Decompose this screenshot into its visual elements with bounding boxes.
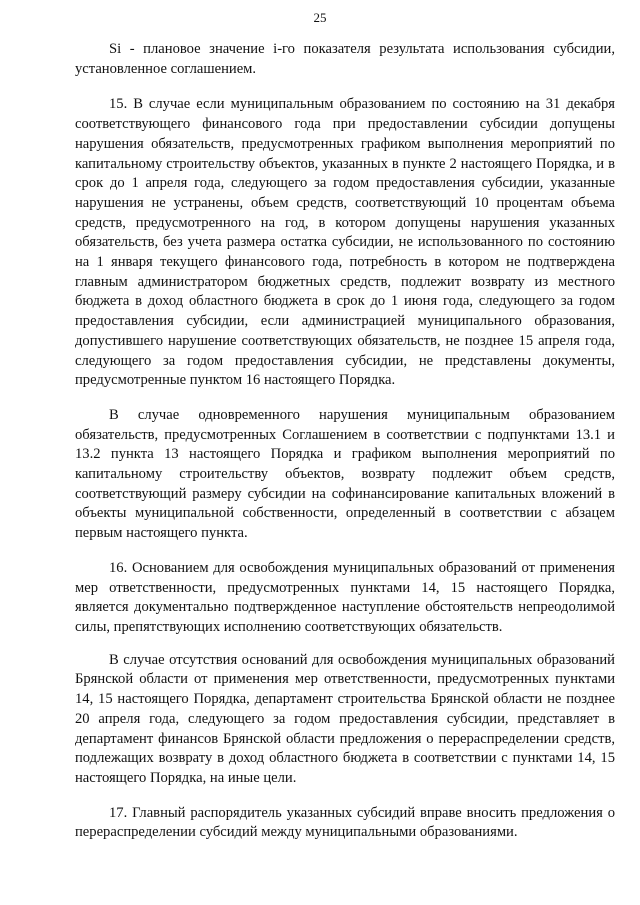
paragraph-no-grounds-release: В случае отсутствия оснований для освобождения муниципальных образований Брянской области от применения мер ответственности, предусмотренных пунктами 14, 15 настоящего Порядка, департамент строительства Брянской области не позднее 20 апреля года, следующего за годом предоставления субсидии, представляет в департамент финансов Брянской области предложения о перераспределении средств, подлежащих возврату в доход областного бюджета в соответствии с пунктами 14, 15 настоящего Порядка, на иные цели. bbox=[75, 651, 615, 786]
paragraph-simultaneous-violation: В случае одновременного нарушения муниципальным образованием обязательств, предусмотренных Соглашением в соответствии с подпунктами 13.1 и 13.2 пункта 13 настоящего Порядка и графиком выполнения мероприятий по капитальному строительству объектов, возврату подлежит объем средств, соответствующий размеру субсидии на софинансирование капитальных вложений в объекты муниципальной собственности, определенный в соответствии с абзацем первым настоящего пункта. bbox=[75, 406, 615, 542]
document-body bbox=[75, 40, 615, 843]
paragraph-clause-15: 15. В случае если муниципальным образованием по состоянию на 31 декабря соответствующего финансового года при предоставлении субсидии допущены нарушения обязательств, предусмотренных графиком выполнения мероприятий по капитальному строительству объектов, указанных в пункте 2 настоящего Порядка, и в срок до 1 апреля года, следующего за годом предоставления субсидии, указанные нарушения не устранены, объем средств, соответствующий 10 процентам объема средств, предусмотренного на год, в котором допущены нарушения указанных обязательств, без учета размера остатка субсидии, не использованного по состоянию на 1 января текущего финансового года, потребность в котором не подтверждена главным администратором бюджетных средств, подлежит возврату из местного бюджета в доход областного бюджета в срок до 1 июня года, следующего за годом предоставления субсидии, если администрацией муниципального образования, допустившего нарушение соответствующих обязательств, не позднее 15 апреля года, следующего за годом предоставления субсидии, не представлены документы, предусмотренные пунктом 16 настоящего Порядка. bbox=[75, 96, 615, 389]
paragraph-clause-17: 17. Главный распорядитель указанных субсидий вправе вносить предложения о перераспределении субсидий между муниципальными образованиями. bbox=[75, 804, 615, 841]
paragraph-indicator-definition: Si - плановое значение i-го показателя результата использования субсидии, установленное соглашением. bbox=[75, 41, 615, 77]
paragraph-clause-16: 16. Основанием для освобождения муниципальных образований от применения мер ответственности, предусмотренных пунктами 14, 15 настоящего Порядка, является документально подтвержденное наступление обстоятельств непреодолимой силы, препятствующих исполнению соответствующих обязательств. bbox=[75, 559, 615, 635]
page-number: 25 bbox=[313, 10, 327, 25]
